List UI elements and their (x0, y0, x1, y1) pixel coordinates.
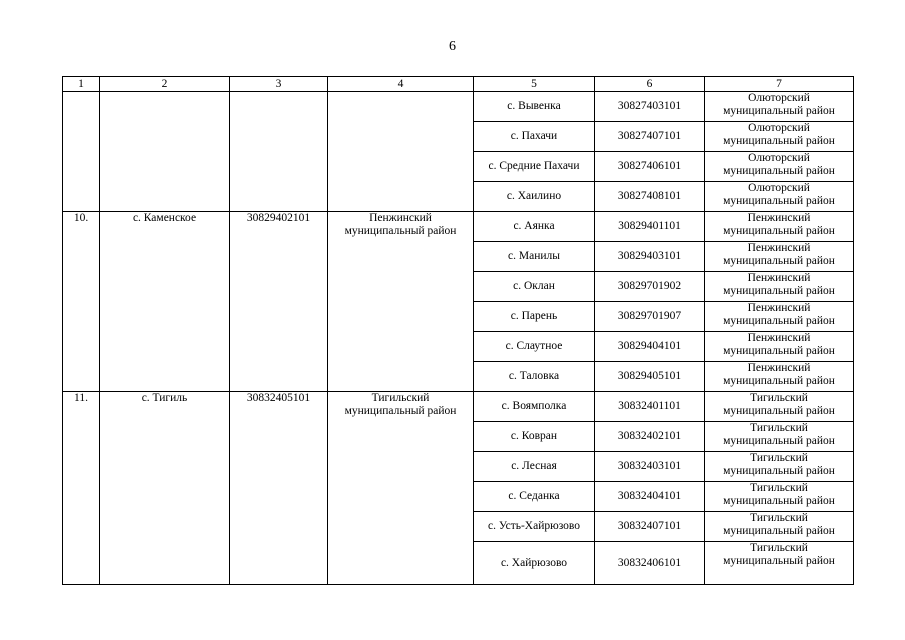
place-cell: с. Оклан (474, 272, 595, 302)
place-district-cell: Олюторский муниципальный район (705, 122, 854, 152)
place-district-cell: Тигильский муниципальный район (705, 512, 854, 542)
place-code-cell: 30832402101 (595, 422, 705, 452)
place-code-cell: 30829701907 (595, 302, 705, 332)
place-district-cell: Олюторский муниципальный район (705, 152, 854, 182)
place-district-cell: Пенжинский муниципальный район (705, 272, 854, 302)
place-cell: с. Лесная (474, 452, 595, 482)
place-district-cell: Пенжинский муниципальный район (705, 302, 854, 332)
column-header: 4 (328, 77, 474, 92)
place-district-cell: Тигильский муниципальный район (705, 392, 854, 422)
place-district-cell: Тигильский муниципальный район (705, 482, 854, 512)
place-code-cell: 30832403101 (595, 452, 705, 482)
place-code-cell: 30829403101 (595, 242, 705, 272)
column-header: 3 (230, 77, 328, 92)
column-header: 6 (595, 77, 705, 92)
column-header: 1 (63, 77, 100, 92)
column-header: 7 (705, 77, 854, 92)
place-district-cell: Пенжинский муниципальный район (705, 212, 854, 242)
place-cell: с. Хаилино (474, 182, 595, 212)
settlement-code-cell: 30832405101 (230, 392, 328, 585)
place-code-cell: 30829401101 (595, 212, 705, 242)
table-row (63, 212, 854, 242)
group-number-cell: 10. (63, 212, 100, 392)
page-number: 6 (449, 39, 456, 54)
place-cell: с. Седанка (474, 482, 595, 512)
place-cell: с. Пахачи (474, 122, 595, 152)
place-cell: с. Воямполка (474, 392, 595, 422)
group-number-cell: 11. (63, 392, 100, 585)
place-cell: с. Парень (474, 302, 595, 332)
table-header-row (63, 77, 854, 92)
place-cell: с. Аянка (474, 212, 595, 242)
place-cell: с. Средние Пахачи (474, 152, 595, 182)
place-code-cell: 30832401101 (595, 392, 705, 422)
place-district-cell: Олюторский муниципальный район (705, 182, 854, 212)
place-district-cell: Тигильский муниципальный район (705, 422, 854, 452)
place-district-cell: Пенжинский муниципальный район (705, 332, 854, 362)
place-district-cell: Олюторский муниципальный район (705, 92, 854, 122)
place-code-cell: 30827403101 (595, 92, 705, 122)
place-district-cell: Тигильский муниципальный район (705, 542, 854, 585)
place-cell: с. Манилы (474, 242, 595, 272)
place-code-cell: 30829404101 (595, 332, 705, 362)
settlement-code-cell (230, 92, 328, 212)
place-code-cell: 30832407101 (595, 512, 705, 542)
table-row (63, 92, 854, 122)
place-cell: с. Ковран (474, 422, 595, 452)
settlements-table (62, 76, 854, 585)
place-code-cell: 30832406101 (595, 542, 705, 585)
place-code-cell: 30827407101 (595, 122, 705, 152)
settlement-cell (100, 92, 230, 212)
column-header: 2 (100, 77, 230, 92)
district-cell: Пенжинский муниципальный район (328, 212, 474, 392)
place-cell: с. Слаутное (474, 332, 595, 362)
settlement-code-cell: 30829402101 (230, 212, 328, 392)
column-header: 5 (474, 77, 595, 92)
group-number-cell (63, 92, 100, 212)
place-district-cell: Пенжинский муниципальный район (705, 242, 854, 272)
place-cell: с. Хайрюзово (474, 542, 595, 585)
settlement-cell: с. Тигиль (100, 392, 230, 585)
place-code-cell: 30832404101 (595, 482, 705, 512)
settlement-cell: с. Каменское (100, 212, 230, 392)
place-code-cell: 30827406101 (595, 152, 705, 182)
place-cell: с. Усть-Хайрюзово (474, 512, 595, 542)
place-cell: с. Вывенка (474, 92, 595, 122)
place-code-cell: 30829405101 (595, 362, 705, 392)
place-district-cell: Пенжинский муниципальный район (705, 362, 854, 392)
district-cell (328, 92, 474, 212)
table-row (63, 392, 854, 422)
place-code-cell: 30829701902 (595, 272, 705, 302)
place-district-cell: Тигильский муниципальный район (705, 452, 854, 482)
place-code-cell: 30827408101 (595, 182, 705, 212)
district-cell: Тигильский муниципальный район (328, 392, 474, 585)
place-cell: с. Таловка (474, 362, 595, 392)
